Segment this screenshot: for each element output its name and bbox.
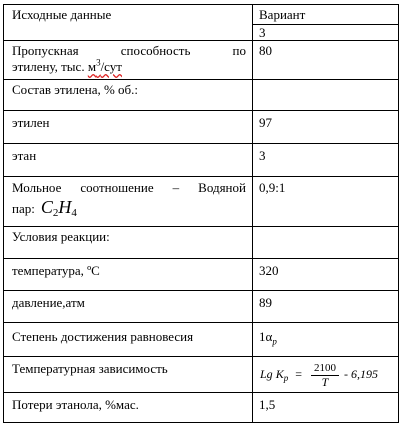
temperature-dependence-formula: Lg $K_p$ = $\frac{2100}{T}$ - 6,195 [260, 361, 378, 389]
molar-ratio-value: 0,9:1 [259, 180, 286, 195]
ethylene-formula: $C_2H_4$ [40, 197, 77, 219]
ethane-value: 3 [259, 148, 266, 163]
equilibrium-value: $1\alpha_р$ [259, 329, 277, 347]
molar-ratio-label: Мольное соотношение – Водяной пар: $C_2H_4$ [12, 180, 246, 219]
row-divider [3, 176, 399, 177]
equilibrium-label: Степень достижения равновесия [12, 329, 194, 344]
row-divider [3, 258, 399, 259]
temperature-value: 320 [259, 263, 279, 278]
ethylene-value: 97 [259, 115, 272, 130]
temperature-label: температура, ºС [12, 263, 100, 278]
row-divider [3, 322, 399, 323]
header-variant: Вариант [259, 7, 306, 22]
table-border-top [3, 4, 399, 5]
ethane-label: этан [12, 148, 37, 163]
ethanol-loss-label: Потери этанола, %мас. [12, 397, 139, 412]
ethanol-loss-value: 1,5 [259, 397, 276, 412]
reaction-conditions-label: Условия реакции: [12, 229, 110, 244]
throughput-unit: $м^3$/сут [87, 57, 122, 74]
ethylene-label: этилен [12, 115, 50, 130]
table-border-right [398, 4, 399, 423]
row-divider [3, 356, 399, 357]
throughput-label: Пропускная способность по этилену, тыс. $м^3$/сут [12, 43, 246, 74]
row-divider [3, 79, 399, 80]
row-divider [3, 226, 399, 227]
temperature-dependence-label: Температурная зависимость [12, 361, 168, 376]
throughput-value: 80 [259, 43, 272, 58]
row-divider [3, 290, 399, 291]
table-column-divider [252, 4, 253, 423]
row-divider [3, 143, 399, 144]
variant-number: 3 [259, 25, 266, 40]
pressure-label: давление,атм [12, 295, 85, 310]
table-border-left [3, 4, 4, 423]
composition-label: Состав этилена, % об.: [12, 82, 139, 97]
header-source-data: Исходные данные [12, 7, 112, 22]
row-divider [3, 392, 399, 393]
pressure-value: 89 [259, 295, 272, 310]
row-divider [3, 110, 399, 111]
